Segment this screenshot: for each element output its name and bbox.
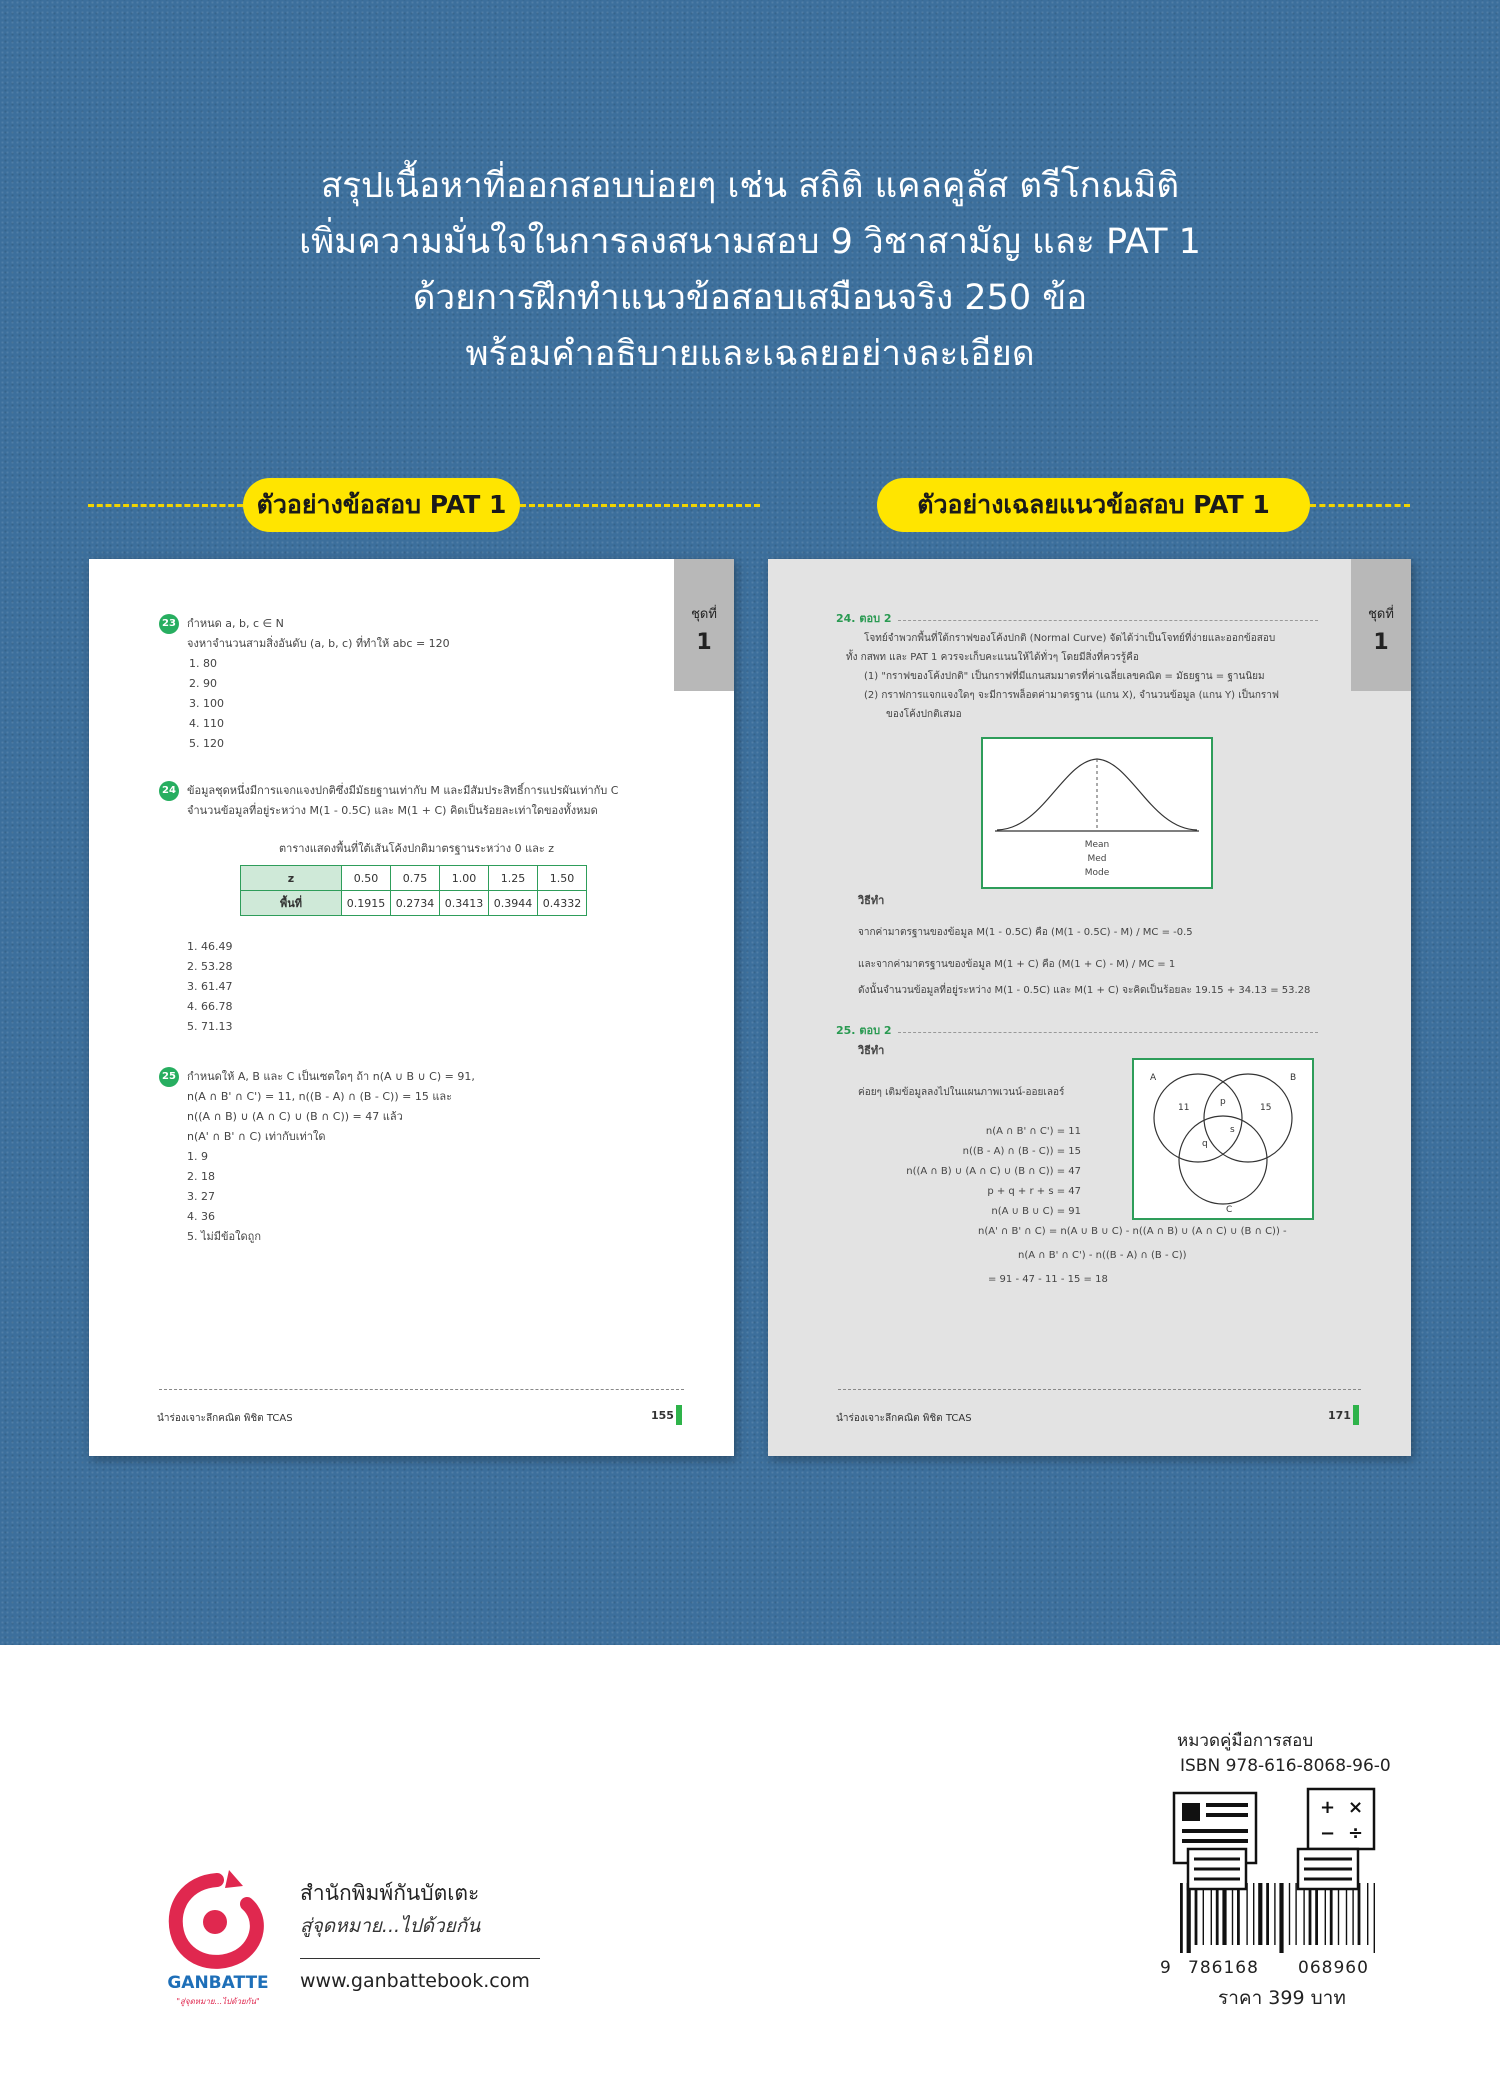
venn-graph (1134, 1060, 1312, 1218)
question-text: จำนวนข้อมูลที่อยู่ระหว่าง M(1 - 0.5C) และ M(1 + C) คิดเป็นร้อยละเท่าใดของทั้งหมด (187, 804, 598, 817)
set-tab (1351, 559, 1411, 691)
set-tab-number: 1 (696, 630, 712, 655)
answer-rule (898, 620, 1318, 621)
barcode-bar (1346, 1883, 1347, 1945)
calc-line: = 91 - 47 - 11 - 15 = 18 (988, 1274, 1108, 1285)
venn-diagram (1132, 1058, 1314, 1220)
table-cell: 1.00 (440, 866, 489, 891)
headline-line-4: พร้อมคำอธิบายและเฉลยอย่างละเอียด (465, 334, 1035, 374)
table-cell: 0.3944 (489, 891, 538, 916)
set-b-circle (1204, 1074, 1292, 1162)
answer-25-steps (906, 1122, 1081, 1222)
choice: 5. 120 (189, 737, 224, 750)
answer-25-final (978, 1222, 1287, 1290)
choice: 5. 71.13 (187, 1020, 233, 1033)
answer-text: (1) "กราฟของโค้งปกติ" เป็นกราฟที่มีแกนสมมาตรที่ค่าเฉลี่ยเลขคณิต = มัธยฐาน = ฐานนิยม (864, 671, 1265, 682)
barcode-bar (1237, 1883, 1240, 1945)
dashed-rule (88, 504, 243, 507)
calc-line: จากค่ามาตรฐานของข้อมูล M(1 - 0.5C) คือ (M(1 - 0.5C) - M) / MC = -0.5 (858, 927, 1193, 938)
answer-24-title: 24. ตอบ 2 (836, 612, 892, 625)
barcode-bar (1289, 1883, 1290, 1945)
calculator-icon (1308, 1789, 1374, 1849)
barcode-digits-left: 786168 (1188, 1958, 1259, 1978)
barcode-bar (1338, 1883, 1339, 1945)
curve-label-mean: Mean (1084, 840, 1110, 850)
ganbatte-logo-icon (159, 1860, 277, 2010)
barcode-bar (1315, 1883, 1318, 1945)
question-text: ข้อมูลชุดหนึ่งมีการแจกแจงปกติซึ่งมีมัธยฐานเท่ากับ M และมีสัมประสิทธิ์การแปรผันเท่ากับ C (187, 784, 619, 797)
sample-answer-page (768, 559, 1411, 1456)
choice: 5. ไม่มีข้อใดถูก (187, 1230, 261, 1243)
barcode-bar (1295, 1883, 1296, 1945)
footer-rule (838, 1389, 1361, 1390)
barcode-bar (1303, 1883, 1304, 1945)
table-cell: 0.2734 (391, 891, 440, 916)
z-table (240, 865, 587, 916)
barcode-bar (1367, 1883, 1368, 1945)
calc-line: n(A' ∩ B' ∩ C) = n(A ∪ B ∪ C) - n((A ∩ B) ∪ (A ∩ C) ∪ (B ∩ C)) - (978, 1226, 1287, 1237)
svg-text:×: × (1348, 1797, 1364, 1818)
calc-line: n(A ∩ B' ∩ C') = 11 (985, 1126, 1081, 1137)
table-cell: 0.4332 (538, 891, 587, 916)
publisher-name: สำนักพิมพ์กันบัตเตะ (300, 1881, 480, 1905)
page-marker (676, 1405, 682, 1425)
calc-line: n(A ∩ B' ∩ C') - n((B - A) ∩ (B - C)) (1018, 1250, 1187, 1261)
calc-line: และจากค่ามาตรฐานของข้อมูล M(1 + C) คือ (M(1 + C) - M) / MC = 1 (858, 959, 1176, 970)
choice: 2. 90 (189, 677, 217, 690)
svg-text:−: − (1320, 1823, 1336, 1844)
publisher-rule (300, 1958, 540, 1959)
footer-rule (159, 1389, 684, 1390)
publisher-slogan: สู่จุดหมาย...ไปด้วยกัน (300, 1915, 481, 1937)
answer-rule (898, 1032, 1318, 1033)
barcode-bar (1187, 1883, 1191, 1953)
calc-line: n((B - A) ∩ (B - C)) = 15 (962, 1146, 1081, 1157)
answer-text: โจทย์จำพวกพื้นที่ใต้กราฟของโค้งปกติ (Normal Curve) จัดได้ว่าเป็นโจทย์ที่ง่ายและออกข้อสอบ (864, 633, 1276, 644)
choice: 3. 61.47 (187, 980, 233, 993)
choice: 3. 100 (189, 697, 224, 710)
table-cell: 1.50 (538, 866, 587, 891)
answer-24-text (846, 629, 1279, 724)
page-number: 155 (651, 1409, 674, 1422)
table-cell: 0.3413 (440, 891, 489, 916)
choice: 3. 27 (187, 1190, 215, 1203)
set-c-circle (1179, 1116, 1267, 1204)
curve-label-mode: Mode (1084, 868, 1110, 878)
barcode-bar (1374, 1883, 1375, 1953)
venn-region-p: p (1220, 1097, 1226, 1107)
table-cell: 0.50 (342, 866, 391, 891)
barcode-digits-right: 068960 (1298, 1958, 1369, 1978)
method-heading: วิธีทำ (858, 1044, 885, 1057)
table-cell: 1.25 (489, 866, 538, 891)
barcode-bar (1274, 1883, 1275, 1945)
normal-curve-figure (981, 737, 1213, 889)
table-head-z: z (241, 866, 342, 891)
headline (0, 158, 1500, 382)
question-text: n((A ∩ B) ∪ (A ∩ C) ∪ (B ∩ C)) = 47 แล้ว (187, 1110, 403, 1123)
svg-text:+: + (1320, 1797, 1336, 1818)
calc-line: n((A ∩ B) ∪ (A ∩ C) ∪ (B ∩ C)) = 47 (906, 1166, 1081, 1177)
svg-text:÷: ÷ (1348, 1823, 1364, 1844)
label-sample-answers: ตัวอย่างเฉลยแนวข้อสอบ PAT 1 (877, 478, 1310, 532)
dashed-rule (520, 504, 760, 507)
headline-line-1: สรุปเนื้อหาที่ออกสอบบ่อยๆ เช่น สถิติ แคลคูลัส ตรีโกณมิติ (320, 166, 1180, 206)
barcode-bar (1216, 1883, 1219, 1945)
barcode-bar (1358, 1883, 1361, 1945)
question-number: 24 (159, 781, 179, 801)
book-category: หมวดคู่มือการสอบ (1177, 1731, 1314, 1751)
dashed-rule (1310, 504, 1410, 507)
page-footer: นำร่องเจาะลึกคณิต พิชิต TCAS (836, 1413, 972, 1424)
set-tab-number: 1 (1373, 630, 1389, 655)
set-a-circle (1154, 1074, 1242, 1162)
barcode-bar (1211, 1883, 1212, 1945)
answer-text: ทั้ง กสพท และ PAT 1 ควรจะเก็บคะแนนให้ได้ทั่วๆ โดยมีสิ่งที่ควรรู้คือ (846, 652, 1139, 663)
calculation (858, 917, 1310, 1001)
barcode-bar (1253, 1883, 1254, 1945)
barcode-bar (1266, 1883, 1269, 1945)
barcode-bar (1246, 1883, 1247, 1945)
normal-curve-graph (983, 739, 1211, 887)
barcode-bar (1203, 1883, 1204, 1945)
barcode-digit-first: 9 (1160, 1958, 1172, 1978)
question-text: n(A ∩ B' ∩ C') = 11, n((B - A) ∩ (B - C)) = 15 และ (187, 1090, 453, 1103)
choice: 1. 9 (187, 1150, 208, 1163)
calc-line: p + q + r + s = 47 (987, 1186, 1081, 1197)
barcode-graphic (1160, 1783, 1392, 1953)
question-25 (187, 1067, 475, 1247)
question-text: กำหนด a, b, c ∈ N (187, 617, 284, 630)
sample-exam-page (89, 559, 734, 1456)
method-heading: วิธีทำ (858, 894, 885, 907)
isbn: ISBN 978-616-8068-96-0 (1180, 1756, 1391, 1776)
barcode-bar (1258, 1883, 1262, 1945)
question-number: 25 (159, 1067, 179, 1087)
barcode-bar (1309, 1883, 1312, 1945)
answer-text: (2) กราฟการแจกแจงใดๆ จะมีการพล็อตค่ามาตรฐาน (แกน X), จำนวนข้อมูล (แกน Y) เป็นกราฟ (864, 690, 1279, 701)
choice: 4. 110 (189, 717, 224, 730)
barcode-bar (1180, 1883, 1183, 1953)
barcode-bar (1279, 1883, 1283, 1953)
choice: 1. 46.49 (187, 940, 233, 953)
page-marker (1353, 1405, 1359, 1425)
calc-line: ดังนั้นจำนวนข้อมูลที่อยู่ระหว่าง M(1 - 0.5C) และ M(1 + C) จะคิดเป็นร้อยละ 19.15 + 34.13 = 53.28 (858, 985, 1311, 996)
answer-text: ของโค้งปกติเสมอ (886, 709, 962, 720)
barcode-bar (1352, 1883, 1353, 1945)
question-24-choices (187, 937, 232, 1037)
set-tab-label: ชุดที่ (1368, 607, 1394, 622)
calc-line: n(A ∪ B ∪ C) = 91 (991, 1206, 1081, 1217)
logo-tagline: "สู่จุดหมาย...ไปด้วยกัน" (176, 1997, 260, 2006)
barcode-bar (1325, 1883, 1326, 1945)
question-text: กำหนดให้ A, B และ C เป็นเซตใดๆ ถ้า n(A ∪ B ∪ C) = 91, (187, 1070, 475, 1083)
venn-region-q: q (1202, 1139, 1208, 1149)
venn-label-c: C (1226, 1205, 1233, 1215)
venn-label-a: A (1150, 1073, 1157, 1083)
set-tab (674, 559, 734, 691)
question-text: จงหาจำนวนสามสิ่งอันดับ (a, b, c) ที่ทำให้ abc = 120 (187, 637, 450, 650)
publisher-website: www.ganbattebook.com (300, 1970, 530, 1992)
answer-25-intro: ค่อยๆ เติมข้อมูลลงไปในแผนภาพเวนน์-ออยเลอร์ (858, 1087, 1065, 1098)
table-cell: 0.75 (391, 866, 440, 891)
venn-value-a-only: 11 (1178, 1103, 1190, 1113)
barcode-bar (1232, 1883, 1233, 1945)
barcode-bar (1330, 1883, 1333, 1945)
curve-label-median: Med (1087, 854, 1107, 864)
page-number: 171 (1328, 1409, 1351, 1422)
price: ราคา 399 บาท (1218, 1987, 1346, 2009)
barcode-bar (1222, 1883, 1226, 1945)
question-24 (187, 781, 618, 821)
choice: 1. 80 (189, 657, 217, 670)
page-footer: นำร่องเจาะลึกคณิต พิชิต TCAS (157, 1413, 293, 1424)
table-caption: ตารางแสดงพื้นที่ใต้เส้นโค้งปกติมาตรฐานระหว่าง 0 และ z (279, 842, 555, 855)
table-head-area: พื้นที่ (241, 891, 342, 916)
publisher-logo (159, 1860, 277, 2010)
venn-region-s: s (1230, 1125, 1235, 1135)
venn-label-b: B (1290, 1073, 1297, 1083)
venn-value-b-only: 15 (1260, 1103, 1272, 1113)
choice: 2. 53.28 (187, 960, 233, 973)
barcode-bar (1195, 1883, 1198, 1945)
question-number: 23 (159, 614, 179, 634)
answer-25-title: 25. ตอบ 2 (836, 1024, 892, 1037)
set-tab-label: ชุดที่ (691, 607, 717, 622)
choice: 4. 36 (187, 1210, 215, 1223)
choice: 4. 66.78 (187, 1000, 233, 1013)
headline-line-2: เพิ่มความมั่นใจในการลงสนามสอบ 9 วิชาสามัญ และ PAT 1 (299, 222, 1201, 262)
label-sample-exam: ตัวอย่างข้อสอบ PAT 1 (243, 478, 520, 532)
isbn-barcode (1160, 1783, 1392, 1953)
logo-wordmark: GANBATTE (167, 1973, 269, 1993)
headline-line-3: ด้วยการฝึกทำแนวข้อสอบเสมือนจริง 250 ข้อ (412, 278, 1088, 318)
question-text: n(A' ∩ B' ∩ C) เท่ากับเท่าใด (187, 1130, 326, 1143)
choice: 2. 18 (187, 1170, 215, 1183)
table-cell: 0.1915 (342, 891, 391, 916)
question-23 (187, 614, 450, 754)
